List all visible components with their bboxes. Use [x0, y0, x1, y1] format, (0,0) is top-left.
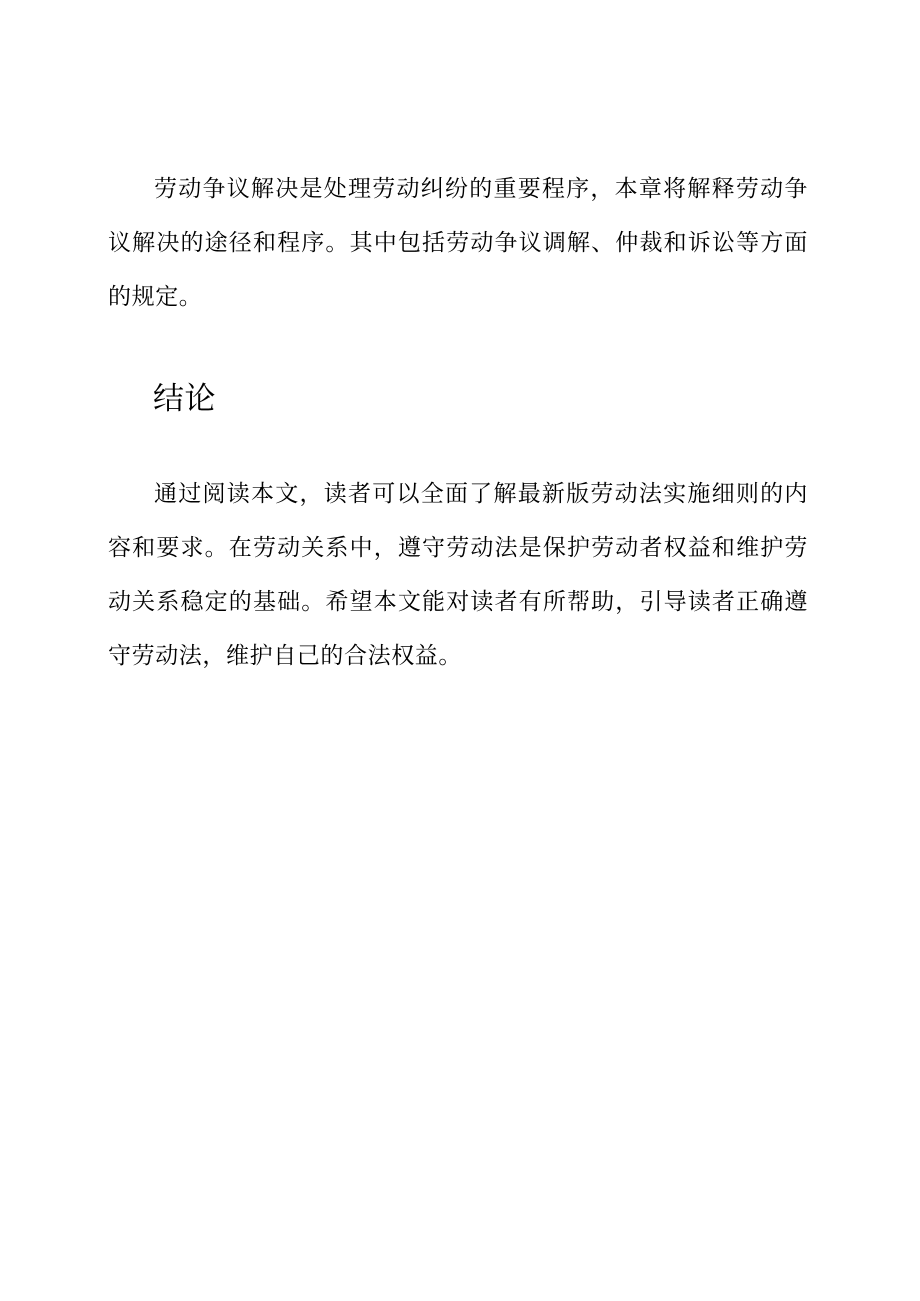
dispute-resolution-paragraph: 劳动争议解决是处理劳动纠纷的重要程序，本章将解释劳动争议解决的途径和程序。其中包括劳动争议调解、仲裁和诉讼等方面的规定。 [108, 176, 808, 310]
conclusion-paragraph: 通过阅读本文，读者可以全面了解最新版劳动法实施细则的内容和要求。在劳动关系中，遵守劳动法是保护劳动者权益和维护劳动关系稳定的基础。希望本文能对读者有所帮助，引导读者正确遵守劳动法，维护自己的合法权益。 [108, 481, 808, 669]
conclusion-heading: 结论 [153, 381, 216, 417]
